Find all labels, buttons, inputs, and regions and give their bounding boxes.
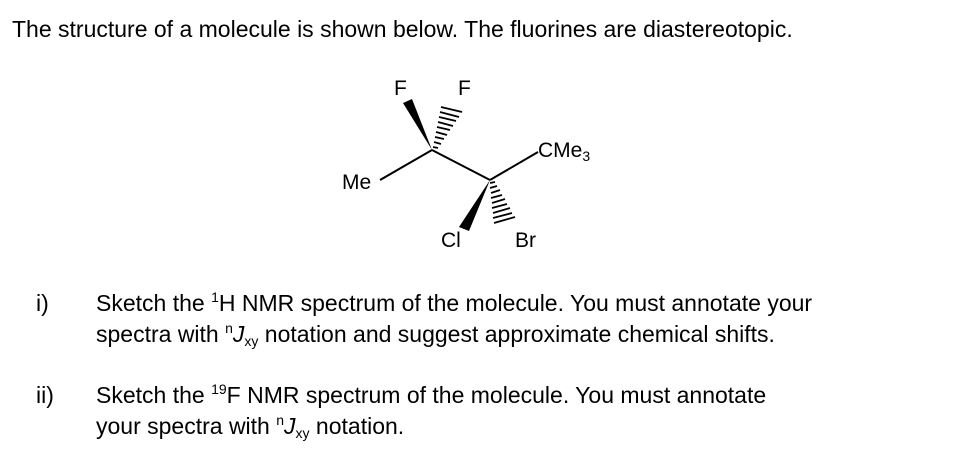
q2-line2-j: J [284,413,296,439]
atom-chlorine: Cl [441,229,461,252]
q1-line2-j: J [232,321,245,347]
question-2-line-2 [96,411,404,442]
atom-methyl: Me [342,171,372,194]
tert-butyl-subscript: 3 [582,148,591,164]
bond-c1-c2 [432,150,490,180]
question-1-number: i) [36,290,49,316]
atom-tert-butyl [538,140,590,162]
q1-line1-pre: Sketch the [96,290,212,316]
bond-methyl [380,150,432,180]
tert-butyl-main: CMe [538,139,583,162]
q1-line2-sup: n [225,320,233,336]
q1-line1-post: H NMR spectrum of the molecule. You must annotate your [218,290,813,316]
wedge-bond-f-left [403,99,432,150]
question-2 [0,380,956,442]
question-1 [0,288,956,350]
question-1-line-1 [96,288,812,319]
q1-line2-post: notation and suggest approximate chemical shifts. [258,321,775,347]
hashed-bond-f-right [433,107,462,148]
question-1-line-2 [96,319,775,350]
atom-bromine: Br [515,229,536,252]
question-2-line-1 [96,380,766,411]
q2-line2-sub: xy [295,425,310,441]
q1-line1-sup: 1 [211,289,219,305]
question-2-number: ii) [36,382,54,408]
intro-text: The structure of a molecule is shown below. The fluorines are diastereotopic. [12,16,793,42]
q2-line2-pre: your spectra with [96,413,277,439]
bond-tbu [490,152,538,180]
q2-line1-sup: 19 [211,381,227,397]
hashed-bond-br [490,182,515,223]
q2-line2-post: notation. [309,413,405,439]
wedge-bond-cl [459,180,490,231]
q2-line1-pre: Sketch the [96,382,212,408]
atom-fluorine-left: F [394,77,407,100]
atom-fluorine-right: F [458,77,471,100]
q2-line1-post: F NMR spectrum of the molecule. You must annotate [226,382,767,408]
q1-line2-sub: xy [244,333,259,349]
q1-line2-pre: spectra with [96,321,226,347]
q2-line2-sup: n [276,412,285,428]
molecule-structure [320,77,650,265]
